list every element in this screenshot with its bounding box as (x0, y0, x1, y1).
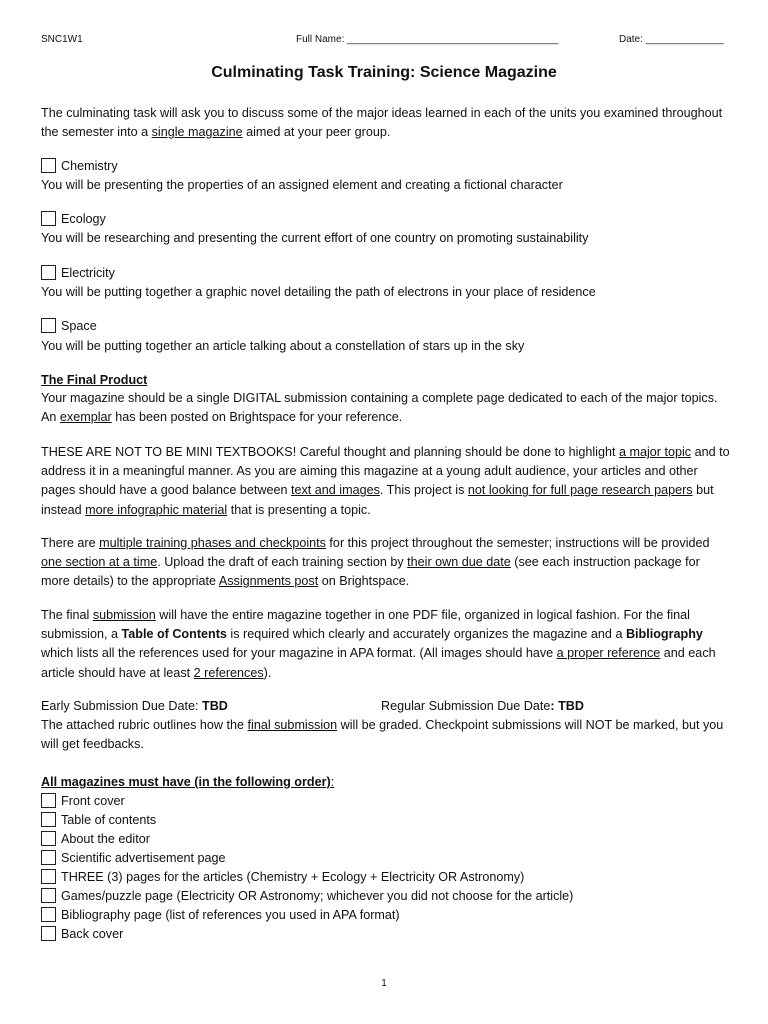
unit-label: Ecology (61, 212, 106, 226)
checkbox[interactable] (41, 211, 56, 226)
checklist-item (41, 849, 226, 868)
checklist-item (41, 925, 123, 944)
checkbox[interactable] (41, 831, 56, 846)
checkbox[interactable] (41, 869, 56, 884)
unit-description: You will be putting together an article talking about a constellation of stars up in the sky (41, 339, 525, 353)
checkbox[interactable] (41, 265, 56, 280)
checkbox[interactable] (41, 926, 56, 941)
checklist-item-label: About the editor (61, 832, 150, 846)
unit-description: You will be putting together a graphic novel detailing the path of electrons in your place of residence (41, 285, 596, 299)
checkbox[interactable] (41, 793, 56, 808)
checklist-item (41, 906, 400, 925)
checklist-item (41, 830, 150, 849)
full-name-field[interactable] (296, 34, 558, 45)
course-code: SNC1W1 (41, 34, 83, 45)
page-number: 1 (381, 978, 387, 989)
date-label: Date: (619, 34, 643, 45)
final-product-paragraph: Your magazine should be a single DIGITAL submission containing a complete page dedicated to each of the major topics. An exemplar has been posted on Brightspace for your reference. (41, 391, 718, 425)
checklist-heading: All magazines must have (in the following order): (41, 775, 335, 789)
page-title: Culminating Task Training: Science Magazine (211, 64, 557, 81)
checkbox[interactable] (41, 158, 56, 173)
unit-chemistry (41, 157, 118, 176)
checkbox[interactable] (41, 318, 56, 333)
unit-label: Space (61, 319, 97, 333)
checkbox[interactable] (41, 907, 56, 922)
unit-electricity (41, 264, 115, 283)
checklist-item-label: Table of contents (61, 813, 157, 827)
checklist-item-label: Games/puzzle page (Electricity OR Astronomy; whichever you did not choose for the article) (61, 889, 574, 903)
checklist-item (41, 868, 524, 887)
intro-paragraph: The culminating task will ask you to discuss some of the major ideas learned in each of the units you examined throughout the semester into a single magazine aimed at your peer group. (41, 106, 723, 140)
regular-due-date: Regular Submission Due Date: TBD (381, 699, 584, 713)
phases-paragraph: There are multiple training phases and checkpoints for this project throughout the semester; instructions will be provided one section at a time. Upload the draft of each training section by their own due date (see each instruction package for more details) to the appropriate Assignments post on Brightspace. (41, 536, 710, 589)
checklist-item-label: Front cover (61, 794, 125, 808)
section-heading-final-product: The Final Product (41, 373, 148, 387)
checklist-item (41, 792, 125, 811)
early-due-date: Early Submission Due Date: TBD (41, 699, 228, 713)
checklist-item (41, 887, 573, 906)
unit-description: You will be presenting the properties of an assigned element and creating a fictional character (41, 178, 563, 192)
checklist-item-label: Back cover (61, 927, 124, 941)
full-name-label: Full Name: (296, 34, 345, 45)
date-line: ______________ (645, 34, 724, 45)
submission-paragraph: The final submission will have the entire magazine together in one PDF file, organized in logical fashion. For the final submission, a Table of Contents is required which clearly and accurately organizes the magazine and a Bibliography which lists all the references used for your magazine in APA format. (All images should have a proper reference and each article should have at least 2 references). (41, 608, 716, 680)
checklist-item-label: Scientific advertisement page (61, 851, 226, 865)
unit-ecology (41, 210, 106, 229)
date-field[interactable] (619, 34, 724, 45)
unit-space (41, 317, 97, 336)
checkbox[interactable] (41, 850, 56, 865)
checklist-item-label: THREE (3) pages for the articles (Chemistry + Ecology + Electricity OR Astronomy) (61, 870, 525, 884)
checkbox[interactable] (41, 888, 56, 903)
unit-label: Electricity (61, 266, 115, 280)
full-name-line: ______________________________________ (347, 34, 559, 45)
checklist-item (41, 811, 156, 830)
unit-label: Chemistry (61, 159, 118, 173)
checkbox[interactable] (41, 812, 56, 827)
unit-description: You will be researching and presenting the current effort of one country on promoting sustainability (41, 231, 589, 245)
checklist-item-label: Bibliography page (list of references you used in APA format) (61, 908, 400, 922)
guidelines-paragraph: THESE ARE NOT TO BE MINI TEXTBOOKS! Careful thought and planning should be done to highlight a major topic and to address it in a meaningful manner. As you are aiming this magazine at a young adult audience, your articles and other pages should have a good balance between text and images. This project is not looking for full page research papers but instead more infographic material that is presenting a topic. (41, 445, 730, 517)
rubric-paragraph: The attached rubric outlines how the final submission will be graded. Checkpoint submissions will NOT be marked, but you will get feedbacks. (41, 718, 724, 752)
